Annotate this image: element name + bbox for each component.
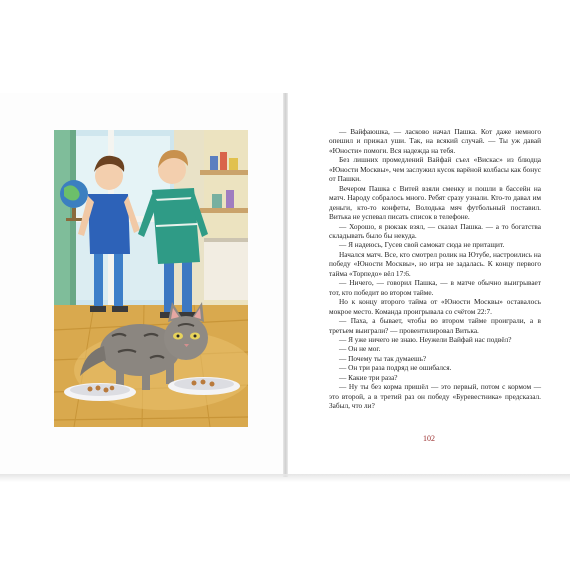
story-text xyxy=(329,127,541,411)
paragraph: — Какие три раза? xyxy=(339,372,398,382)
paragraph: Начался матч. Все, кто смотрел ролик на Ютубе, настроились на победу «Юности Москвы», но игра не задалась. К концу первого тайма «Торпедо» вёл 17:6. xyxy=(329,249,541,278)
paragraph: — Ну ты без корма пришёл — это первый, потом с кормом — это второй, а в третий раз он победу «Буревестника» предсказал. Забыл, что ли? xyxy=(329,382,541,411)
paragraph: — Паха, а бывает, чтобы во втором тайме проиграли, а в третьем выиграли? — провентилировал Витька. xyxy=(329,316,541,335)
book-gutter xyxy=(283,93,288,477)
paragraph: Но к концу второго тайма от «Юности Москвы» оставалось мокрое место. Команда проигрывала со счётом 22:7. xyxy=(329,297,541,316)
page-shadow xyxy=(0,474,570,482)
paragraph: — Он три раза подряд не ошибался. xyxy=(339,363,452,373)
page-number: 102 xyxy=(423,434,435,443)
paragraph: — Я уже ничего не знаю. Неужели Вайфай нас подвёл? xyxy=(339,334,512,344)
illustration-boys-and-cat xyxy=(54,130,248,427)
paragraph: — Вайфаюшка, — ласково начал Пашка. Кот даже немного опешил и прижал уши. Так, на всякий случай. — Ты уж давай «Юности» помоги. Вся надежда на тебя. xyxy=(329,127,541,155)
paragraph: — Ничего, — говорил Пашка, — в матче обычно выигрывает тот, кто победит во втором тайме. xyxy=(329,278,541,297)
paragraph: — Почему ты так думаешь? xyxy=(339,353,427,363)
paragraph: — Я надеюсь, Гусев свой самокат сюда не притащит. xyxy=(339,240,505,250)
paragraph: — Хорошо, я рюкзак взял, — сказал Пашка. — а то богатства складывать было бы некуда. xyxy=(329,221,541,240)
paragraph: Вечером Пашка с Витей взяли сменку и пошли в бассейн на матч. Народу собралось много. Ребят сразу узнали. Кто-то давал им деньги, кто-то конфеты, Володька мяч футбольный поставил. Витька не успевал писать список в телефоне. xyxy=(329,183,541,222)
paragraph: — Он не мог. xyxy=(339,344,381,354)
paragraph: Без лишних промедлений Вайфай съел «Вискас» из блюдца «Юности Москвы», чем заслужил кусок варёной колбасы как бонус от Пашки. xyxy=(329,155,541,184)
